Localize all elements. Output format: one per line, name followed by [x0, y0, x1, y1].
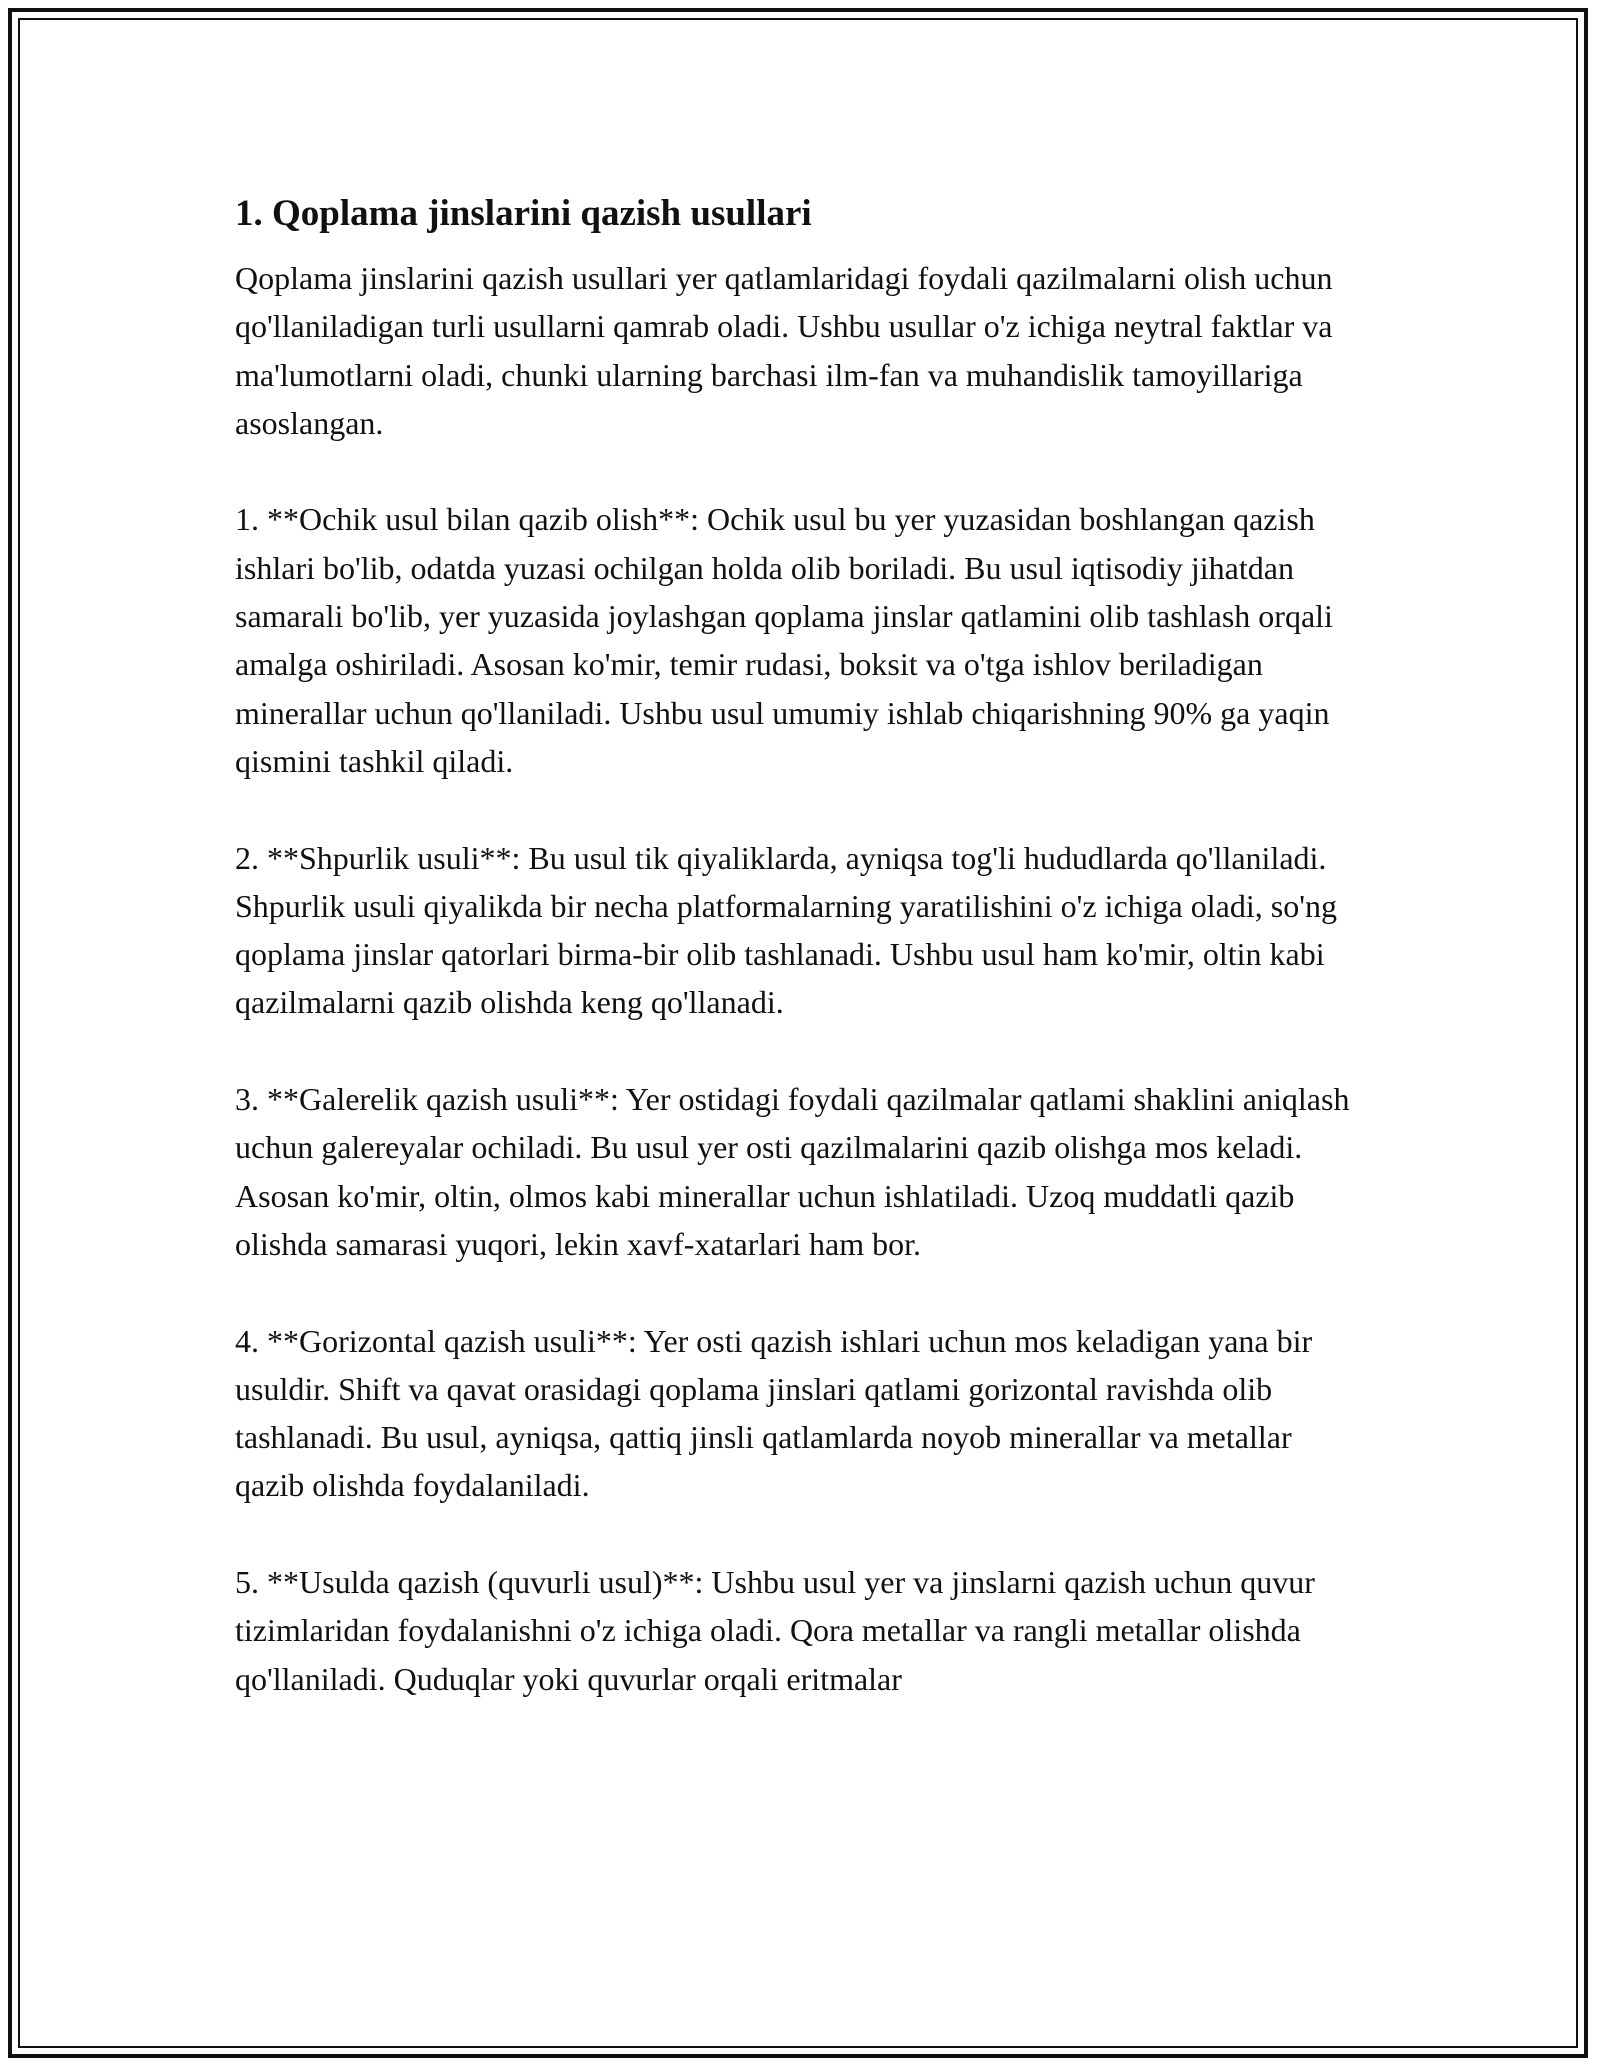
- intro-paragraph: Qoplama jinslarini qazish usullari yer qatlamlaridagi foydali qazilmalarni olish uchun qo'llaniladigan turli usullarni qamrab oladi. Ushbu usullar o'z ichiga neytral faktlar va ma'lumotlarni oladi, chunki ularning barchasi ilm-fan va muhandislik tamoyillariga asoslangan.: [235, 260, 1333, 441]
- list-item-open-pit: 1. **Ochik usul bilan qazib olish**: Ochik usul bu yer yuzasidan boshlangan qazish ishlari bo'lib, odatda yuzasi ochilgan holda olib boriladi. Bu usul iqtisodiy jihatdan samarali bo'lib, yer yuzasida joylashgan qoplama jinslar qatlamini olib tashlash orqali amalga oshiriladi. Asosan ko'mir, temir rudasi, boksit va o'tga ishlov beriladigan minerallar uchun qo'llaniladi. Ushbu usul umumiy ishlab chiqarishning 90% ga yaqin qismini tashkil qiladi.: [235, 501, 1333, 779]
- list-item-pipe: 5. **Usulda qazish (quvurli usul)**: Ushbu usul yer va jinslarni qazish uchun quvur tizimlaridan foydalanishni o'z ichiga oladi. Qora metallar va rangli metallar olishda qo'llaniladi. Quduqlar yoki quvurlar orqali eritmalar: [235, 1564, 1315, 1697]
- list-item-gallery: 3. **Galerelik qazish usuli**: Yer ostidagi foydali qazilmalar qatlami shaklini aniqlash uchun galereyalar ochiladi. Bu usul yer osti qazilmalarini qazib olishga mos keladi. Asosan ko'mir, oltin, olmos kabi minerallar uchun ishlatiladi. Uzoq muddatli qazib olishda samarasi yuqori, lekin xavf-xatarlari ham bor.: [235, 1081, 1350, 1262]
- list-item-horizontal: 4. **Gorizontal qazish usuli**: Yer osti qazish ishlari uchun mos keladigan yana bir usuldir. Shift va qavat orasidagi qoplama jinslari qatlami gorizontal ravishda olib tashlanadi. Bu usul, ayniqsa, qattiq jinsli qatlamlarda noyob minerallar va metallar qazib olishda foydalaniladi.: [235, 1322, 1313, 1504]
- document-title: 1. Qoplama jinslarini qazish usullari: [235, 193, 812, 234]
- list-item-bench: 2. **Shpurlik usuli**: Bu usul tik qiyaliklarda, ayniqsa tog'li hududlarda qo'llaniladi. Shpurlik usuli qiyalikda bir necha platformalarning yaratilishini o'z ichiga oladi, so'ng qoplama jinslar qatorlari birma-bir olib tashlanadi. Ushbu usul ham ko'mir, oltin kabi qazilmalarni qazib olishda keng qo'llanadi.: [235, 839, 1337, 1021]
- document-body: [235, 186, 1365, 1703]
